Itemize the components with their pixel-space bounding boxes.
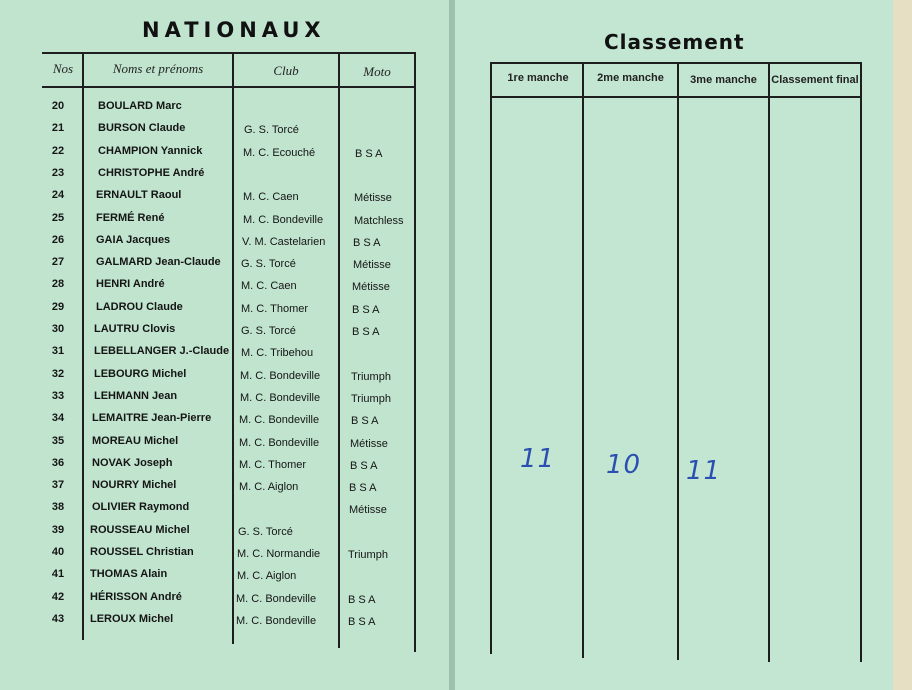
entrant-moto: B S A xyxy=(353,236,381,249)
entrant-club: G. S. Torcé xyxy=(238,525,293,538)
entrant-name: LEBELLANGER J.-Claude xyxy=(94,345,230,358)
entrant-number: 34 xyxy=(51,412,65,425)
table-row xyxy=(0,368,451,390)
entrant-number: 22 xyxy=(51,144,65,157)
column-divider xyxy=(582,62,584,658)
header-club: Club xyxy=(273,63,299,78)
entrant-name: LEROUX Michel xyxy=(90,612,174,625)
entrant-name: LAUTRU Clovis xyxy=(94,323,176,335)
entrant-number: 28 xyxy=(51,278,65,291)
entrant-number: 25 xyxy=(51,211,65,224)
table-row xyxy=(0,100,451,122)
handwritten-score-manche-2: 10 xyxy=(606,450,642,480)
entrant-club: M. C. Bondeville xyxy=(239,436,320,449)
entrant-name: OLIVIER Raymond xyxy=(92,501,190,514)
entrant-name: GAIA Jacques xyxy=(96,233,171,246)
entrant-moto: Métisse xyxy=(352,281,390,294)
column-divider xyxy=(768,62,770,662)
table-row xyxy=(0,212,451,234)
entrant-moto: Métisse xyxy=(350,437,388,450)
entrant-number: 20 xyxy=(51,100,65,112)
entrant-name: LEMAITRE Jean-Pierre xyxy=(92,412,212,425)
entrant-club: M. C. Aiglon xyxy=(239,481,299,494)
entrant-moto: B S A xyxy=(352,303,380,316)
entrant-moto: B S A xyxy=(348,593,376,606)
table-row xyxy=(0,457,451,479)
table-row xyxy=(0,390,451,412)
entrant-moto: Triumph xyxy=(351,370,391,383)
header-no: Nos xyxy=(52,61,74,76)
entrant-moto: Métisse xyxy=(353,259,391,272)
entrant-name: ERNAULT Raoul xyxy=(96,189,182,202)
entrant-club: M. C. Tribehou xyxy=(241,347,314,360)
entrant-number: 30 xyxy=(51,323,65,335)
header-manche-2: 2me manche xyxy=(597,72,664,84)
header-moto: Moto xyxy=(363,64,391,79)
entrant-club: M. C. Thomer xyxy=(239,458,307,471)
entrant-moto: B S A xyxy=(348,615,376,628)
table-row xyxy=(0,323,451,345)
entrant-number: 38 xyxy=(51,501,65,514)
entrant-club: M. C. Bondeville xyxy=(236,614,317,627)
table-row xyxy=(0,546,451,568)
entrant-name: LEBOURG Michel xyxy=(94,367,187,380)
table-row xyxy=(0,278,451,300)
entrant-moto: Métisse xyxy=(349,504,387,517)
table-row xyxy=(0,479,451,501)
entrant-number: 40 xyxy=(51,546,65,558)
handwritten-score-manche-3: 11 xyxy=(686,456,722,486)
entrant-name: LADROU Claude xyxy=(96,300,183,313)
entrant-number: 36 xyxy=(51,456,65,469)
table-row xyxy=(0,613,451,635)
entrant-number: 39 xyxy=(51,523,65,536)
entrant-club: M. C. Bondeville xyxy=(240,391,321,404)
page-edge xyxy=(893,0,912,690)
entrant-moto: B S A xyxy=(352,326,380,338)
entrant-moto: Triumph xyxy=(351,392,391,405)
entrant-number: 33 xyxy=(51,389,65,402)
entrant-club: M. C. Caen xyxy=(241,280,297,293)
entrant-name: NOVAK Joseph xyxy=(92,456,173,469)
entrant-number: 26 xyxy=(51,233,65,246)
table-row xyxy=(0,189,451,211)
entrant-club: M. C. Aiglon xyxy=(237,570,297,583)
page-title-right: Classement xyxy=(604,30,745,54)
entrant-number: 29 xyxy=(51,300,65,313)
header-name: Noms et prénoms xyxy=(112,61,204,76)
table-row xyxy=(0,145,451,167)
entrant-moto: Matchless xyxy=(354,214,404,227)
right-page xyxy=(455,0,895,690)
entrant-moto: B S A xyxy=(349,482,377,495)
entrant-club: G. S. Torcé xyxy=(241,258,296,271)
header-rule xyxy=(42,86,416,88)
entrant-name: MOREAU Michel xyxy=(92,434,179,447)
entrant-name: CHRISTOPHE André xyxy=(98,166,205,179)
table-row xyxy=(0,122,451,144)
table-row xyxy=(0,301,451,323)
table-row xyxy=(0,435,451,457)
table-top-rule xyxy=(42,52,416,54)
entrant-number: 43 xyxy=(51,612,65,625)
entrant-club: M. C. Bondeville xyxy=(240,369,321,382)
entrant-number: 24 xyxy=(51,189,65,202)
entrant-club: M. C. Bondeville xyxy=(236,592,317,605)
entrant-name: LEHMANN Jean xyxy=(94,389,178,402)
entrant-name: NOURRY Michel xyxy=(92,479,177,492)
entrant-number: 31 xyxy=(51,345,65,358)
entrant-name: BURSON Claude xyxy=(98,122,186,135)
entrant-number: 42 xyxy=(51,590,65,603)
table-row xyxy=(0,501,451,523)
entrant-number: 23 xyxy=(51,166,65,179)
header-manche-3: 3me manche xyxy=(690,74,757,86)
entrant-moto: Triumph xyxy=(348,549,388,561)
entrant-name: BOULARD Marc xyxy=(98,100,182,112)
entrant-number: 35 xyxy=(51,434,65,447)
entrant-name: THOMAS Alain xyxy=(90,568,168,581)
entrant-club: M. C. Caen xyxy=(243,191,299,204)
entrant-number: 21 xyxy=(51,122,65,135)
entrant-name: HENRI André xyxy=(96,278,165,291)
table-row xyxy=(0,591,451,613)
page-title: NATIONAUX xyxy=(142,18,326,42)
column-divider xyxy=(860,62,862,662)
column-divider xyxy=(490,62,492,654)
table-row xyxy=(0,234,451,256)
table-row xyxy=(0,412,451,434)
column-divider xyxy=(677,62,679,660)
entrant-name: CHAMPION Yannick xyxy=(98,144,203,157)
entrant-moto: B S A xyxy=(355,147,383,160)
table-row xyxy=(0,568,451,590)
entrant-club: M. C. Bondeville xyxy=(239,414,320,427)
entrant-club: G. S. Torcé xyxy=(244,124,299,137)
entrant-club: M. C. Bondeville xyxy=(243,213,324,226)
entrant-club: V. M. Castelarien xyxy=(242,235,326,248)
entrant-name: ROUSSEAU Michel xyxy=(90,523,190,536)
entrant-number: 32 xyxy=(51,367,65,380)
entrant-moto: Métisse xyxy=(354,192,392,205)
entrant-moto: B S A xyxy=(351,415,379,428)
entrant-name: ROUSSEL Christian xyxy=(90,546,194,558)
table-row xyxy=(0,345,451,367)
entrant-club: M. C. Ecouché xyxy=(243,146,316,159)
header-manche-1: 1re manche xyxy=(507,72,569,84)
entrant-number: 37 xyxy=(51,479,65,492)
entrant-number: 27 xyxy=(51,256,65,269)
entrant-club: M. C. Normandie xyxy=(237,548,321,560)
left-page xyxy=(0,0,451,690)
entrant-name: FERMÉ René xyxy=(96,211,165,224)
handwritten-score-manche-1: 11 xyxy=(520,444,556,474)
entrant-club: M. C. Thomer xyxy=(241,302,309,315)
header-classement-final: Classement final xyxy=(771,74,859,86)
table-row xyxy=(0,167,451,189)
entrant-name: HÉRISSON André xyxy=(90,590,182,603)
entrant-club: G. S. Torcé xyxy=(241,325,296,337)
entrant-number: 41 xyxy=(51,568,65,581)
table-row xyxy=(0,256,451,278)
entrant-name: GALMARD Jean-Claude xyxy=(96,256,221,269)
entrant-moto: B S A xyxy=(350,459,378,472)
table-row xyxy=(0,524,451,546)
